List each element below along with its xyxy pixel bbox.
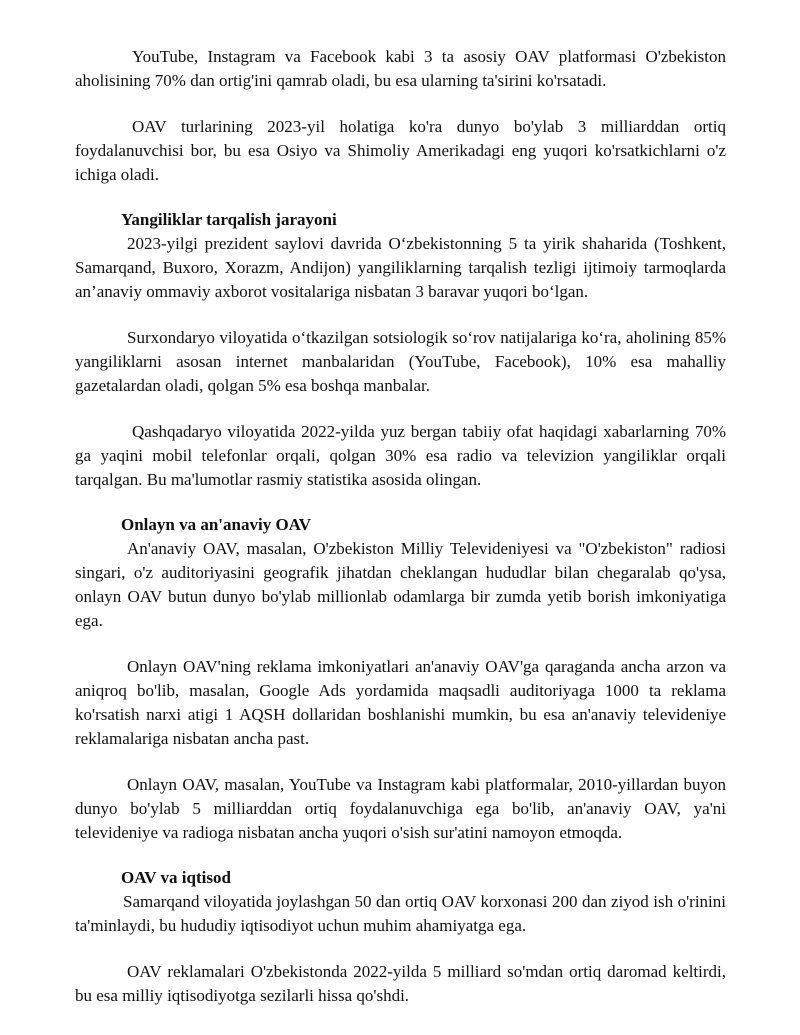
section-3-paragraph-2: OAV reklamalari O'zbekistonda 2022-yilda 5 milliard so'mdan ortiq daromad keltirdi, bu esa milliy iqtisodiyotga sezilarli hissa qo'shdi. <box>75 962 726 1005</box>
document-page <box>75 45 726 1008</box>
section-2-paragraph-3: Onlayn OAV, masalan, YouTube va Instagram kabi platformalar, 2010-yillardan buyon dunyo bo'ylab 5 milliarddan ortiq foydalanuvchiga ega bo'lib, an'anaviy OAV, ya'ni televideniye va radioga nisbatan ancha yuqori o'sish sur'atini namoyon etmoqda. <box>75 775 726 842</box>
section-heading-news-spread: Yangiliklar tarqalish jarayoni <box>121 210 337 229</box>
section-2-paragraph-2: Onlayn OAV'ning reklama imkoniyatlari an'anaviy OAV'ga qaraganda ancha arzon va aniqroq bo'lib, masalan, Google Ads yordamida maqsadli auditoriyaga 1000 ta reklama ko'rsatish narxi atigi 1 AQSH dollaridan boshlanishi mumkin, bu esa an'anaviy televideniye reklamalariga nisbatan ancha past. <box>75 657 726 748</box>
section-1-paragraph-2: Surxondaryo viloyatida o‘tkazilgan sotsiologik so‘rov natijalariga ko‘ra, aholining 85% yangiliklarni asosan internet manbalaridan (YouTube, Facebook), 10% esa mahalliy gazetalardan oladi, qolgan 5% esa boshqa manbalar. <box>75 328 726 395</box>
intro-paragraph-2: OAV turlarining 2023-yil holatiga ko'ra dunyo bo'ylab 3 milliarddan ortiq foydalanuvchisi bor, bu esa Osiyo va Shimoliy Amerikadagi eng yuqori ko'rsatkichlarni o'z ichiga oladi. <box>75 117 726 184</box>
section-heading-online-traditional: Onlayn va an'anaviy OAV <box>121 515 312 534</box>
section-3-paragraph-1: Samarqand viloyatida joylashgan 50 dan ortiq OAV korxonasi 200 dan ziyod ish o'rinini ta'minlaydi, bu hududiy iqtisodiyot uchun muhim ahamiyatga ega. <box>75 892 726 935</box>
section-heading-media-economy: OAV va iqtisod <box>121 868 231 887</box>
section-1-paragraph-3: Qashqadaryo viloyatida 2022-yilda yuz bergan tabiiy ofat haqidagi xabarlarning 70% ga yaqini mobil telefonlar orqali, qolgan 30% esa radio va televizion yangiliklar orqali tarqalgan. Bu ma'lumotlar rasmiy statistika asosida olingan. <box>75 422 726 489</box>
section-2-paragraph-1: An'anaviy OAV, masalan, O'zbekiston Milliy Televideniyesi va "O'zbekiston" radiosi singari, o'z auditoriyasini geografik jihatdan cheklangan hududlar bilan chegaralab qo'ysa, onlayn OAV butun dunyo bo'ylab millionlab odamlarga bir zumda yetib borish imkoniyatiga ega. <box>75 539 726 630</box>
section-1-paragraph-1: 2023-yilgi prezident saylovi davrida O‘zbekistonning 5 ta yirik shaharida (Toshkent, Samarqand, Buxoro, Xorazm, Andijon) yangiliklarning tarqalish tezligi ijtimoiy tarmoqlarda an’anaviy ommaviy axborot vositalariga nisbatan 3 baravar yuqori bo‘lgan. <box>75 234 726 301</box>
intro-paragraph-1: YouTube, Instagram va Facebook kabi 3 ta asosiy OAV platformasi O'zbekiston aholisining 70% dan ortig'ini qamrab oladi, bu esa ularning ta'sirini ko'rsatadi. <box>75 47 726 90</box>
